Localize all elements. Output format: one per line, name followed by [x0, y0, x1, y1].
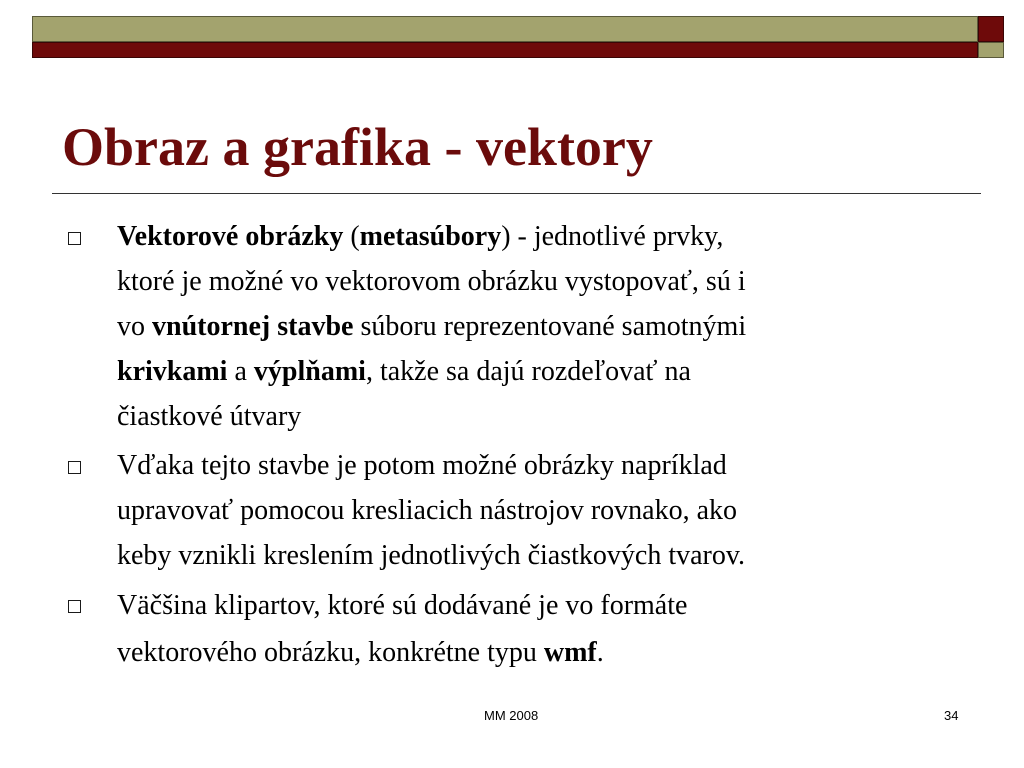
bold-term: Vektorové obrázky	[117, 221, 344, 252]
text-run: , takže sa dajú rozdeľovať na	[365, 356, 691, 387]
slide-title: Obraz a grafika - vektory	[62, 117, 653, 177]
bullet-text	[117, 221, 746, 432]
bullet-item	[60, 443, 960, 578]
text-run: ktoré je možné vo vektorovom obrázku vystopovať, sú i	[117, 266, 746, 297]
bullet-text	[117, 450, 745, 571]
square-bullet-icon	[68, 232, 81, 245]
bullet-list	[60, 214, 960, 680]
text-run: Väčšina klipartov, ktoré sú dodávané je vo formáte	[117, 590, 688, 621]
square-bullet-icon	[68, 600, 81, 613]
bullet-item	[60, 214, 960, 439]
bullet-text	[117, 590, 687, 668]
text-run: vektorového obrázku, konkrétne typu	[117, 637, 544, 668]
text-run: čiastkové útvary	[117, 401, 302, 432]
bold-term: vnútornej stavbe	[152, 311, 354, 342]
footer-text: MM 2008	[484, 708, 539, 723]
bold-term: krivkami	[117, 356, 228, 387]
square-bullet-icon	[68, 461, 81, 474]
header-square-red	[978, 16, 1004, 42]
text-run: ) - jednotlivé prvky,	[501, 221, 724, 252]
text-run: .	[596, 637, 604, 668]
text-run: Vďaka tejto stavbe je potom možné obrázky napríklad	[117, 450, 727, 481]
title-divider	[52, 193, 981, 194]
bold-term: výplňami	[253, 356, 366, 387]
bullet-item	[60, 582, 960, 676]
header-square-olive	[978, 42, 1004, 58]
page-number: 34	[944, 708, 959, 723]
header-bar-olive	[32, 16, 978, 42]
text-run: vo	[117, 311, 152, 342]
text-run: (	[343, 221, 360, 252]
text-run: a	[227, 356, 254, 387]
bold-term: wmf	[543, 637, 597, 668]
bold-term: metasúbory	[359, 221, 502, 252]
text-run: súboru reprezentované samotnými	[353, 311, 747, 342]
header-bar-red	[32, 42, 978, 58]
text-run: upravovať pomocou kresliacich nástrojov rovnako, ako	[117, 495, 738, 526]
text-run: keby vznikli kreslením jednotlivých čiastkových tvarov.	[117, 540, 746, 571]
